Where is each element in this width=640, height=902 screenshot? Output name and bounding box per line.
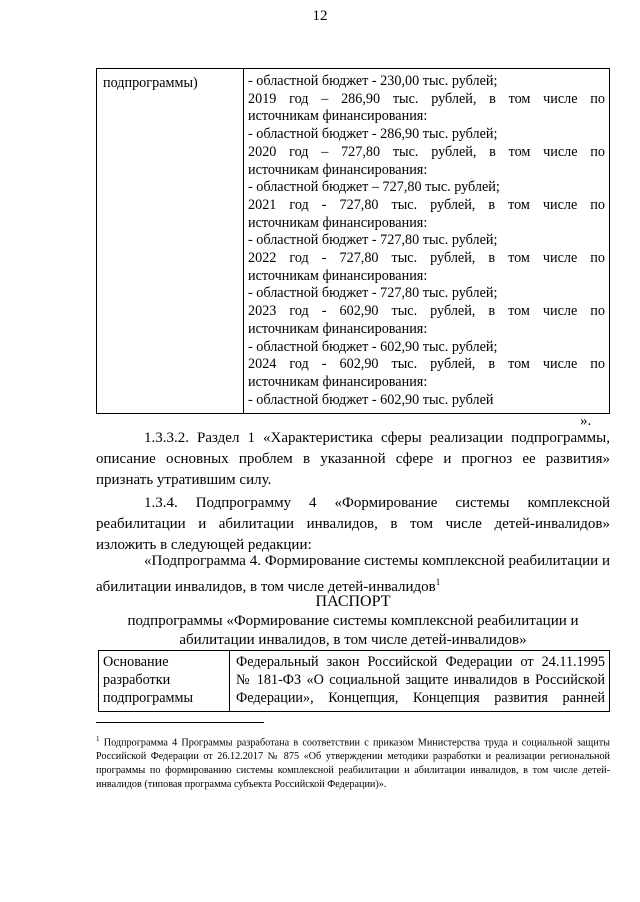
funding-line: источникам финансирования: (248, 214, 428, 231)
label-line: подпрограммы (103, 690, 193, 706)
funding-line: - областной бюджет - 230,00 тыс. рублей; (248, 73, 498, 89)
passport-title: ПАСПОРТ (315, 593, 391, 610)
funding-line: источникам финансирования: (248, 267, 428, 284)
funding-line: - областной бюджет - 602,90 тыс. рублей; (248, 338, 498, 355)
footnote-ref: 1 (435, 577, 441, 587)
footnote-separator (96, 722, 264, 723)
funding-line: 2019 год – 286,90 тыс. рублей, в том числе по (248, 90, 605, 107)
funding-line: - областной бюджет - 286,90 тыс. рублей; (248, 126, 498, 143)
funding-line: 2022 год - 727,80 тыс. рублей, в том числе по (248, 250, 605, 267)
funding-line: 2023 год - 602,90 тыс. рублей, в том числе по (248, 303, 605, 320)
value-line: Федеральный закон Российской Федерации от 24.11.1995 (236, 654, 605, 670)
funding-line: - областной бюджет - 727,80 тыс. рублей; (248, 285, 498, 302)
passport-table (98, 650, 610, 712)
table-label-cell: подпрограммы) (97, 69, 244, 414)
value-line: № 181-ФЗ «О социальной защите инвалидов в Российской (236, 672, 605, 688)
footnote-marker: 1 (96, 735, 100, 743)
label-line: разработки (103, 672, 171, 688)
table-row (99, 651, 610, 712)
value-line: Федерации», Концепция, Концепция развития ранней (236, 690, 605, 706)
passport-subtitle-line: абилитации инвалидов, в том числе детей-инвалидов» (179, 632, 527, 648)
passport-label-cell (99, 651, 230, 712)
table-row (97, 69, 610, 414)
footnote (96, 732, 610, 792)
subprogram-title-text: «Подпрограмма 4. Формирование системы комплексной реабилитации и абилитации инвалидов, в том числе детей-инвалидов (96, 553, 610, 595)
passport-subtitle-line: подпрограммы «Формирование системы комплексной реабилитации и (127, 613, 579, 629)
closing-quote: ». (580, 413, 592, 429)
footnote-text: Подпрограмма 4 Программы разработана в соответствии с приказом Министерства труда и социальной защиты Российской Федерации от 26.12.2017 № 875 «Об утверждении методики разработки и реализации региональной программы по формированию системы комплексной реабилитации и абилитации инвалидов, в том числе детей-инвалидов (типовая программа субъекта Российской Федерации)». (96, 737, 610, 791)
label-line: Основание (103, 654, 169, 670)
funding-line: 2020 год – 727,80 тыс. рублей, в том числе по (248, 143, 605, 160)
funding-line: источникам финансирования: (248, 161, 428, 178)
funding-table (96, 68, 610, 414)
passport-subtitle (96, 612, 610, 650)
funding-line: источникам финансирования: (248, 373, 428, 390)
funding-line: 2021 год - 727,80 тыс. рублей, в том числе по (248, 196, 605, 213)
funding-line: 2024 год - 602,90 тыс. рублей, в том числе по (248, 356, 605, 373)
funding-line: - областной бюджет - 727,80 тыс. рублей; (248, 232, 498, 249)
funding-line: источникам финансирования: (248, 320, 428, 337)
funding-line: источникам финансирования: (248, 108, 428, 125)
paragraph-subprogram-4-title (96, 551, 610, 598)
funding-line: - областной бюджет – 727,80 тыс. рублей; (248, 179, 500, 196)
paragraph-1-3-3-2: 1.3.3.2. Раздел 1 «Характеристика сферы реализации подпрограммы, описание основных проблем в указанной сфере и прогноз ее развития» признать утратившим силу. (96, 430, 610, 488)
funding-details-cell (244, 69, 610, 414)
funding-line: - областной бюджет - 602,90 тыс. рублей (248, 391, 494, 408)
paragraph-1-3-4: 1.3.4. Подпрограмму 4 «Формирование системы комплексной реабилитации и абилитации инвалидов, в том числе детей-инвалидов» изложить в следующей редакции: (96, 495, 610, 553)
passport-value-cell (230, 651, 610, 712)
page-number: 12 (312, 8, 328, 24)
